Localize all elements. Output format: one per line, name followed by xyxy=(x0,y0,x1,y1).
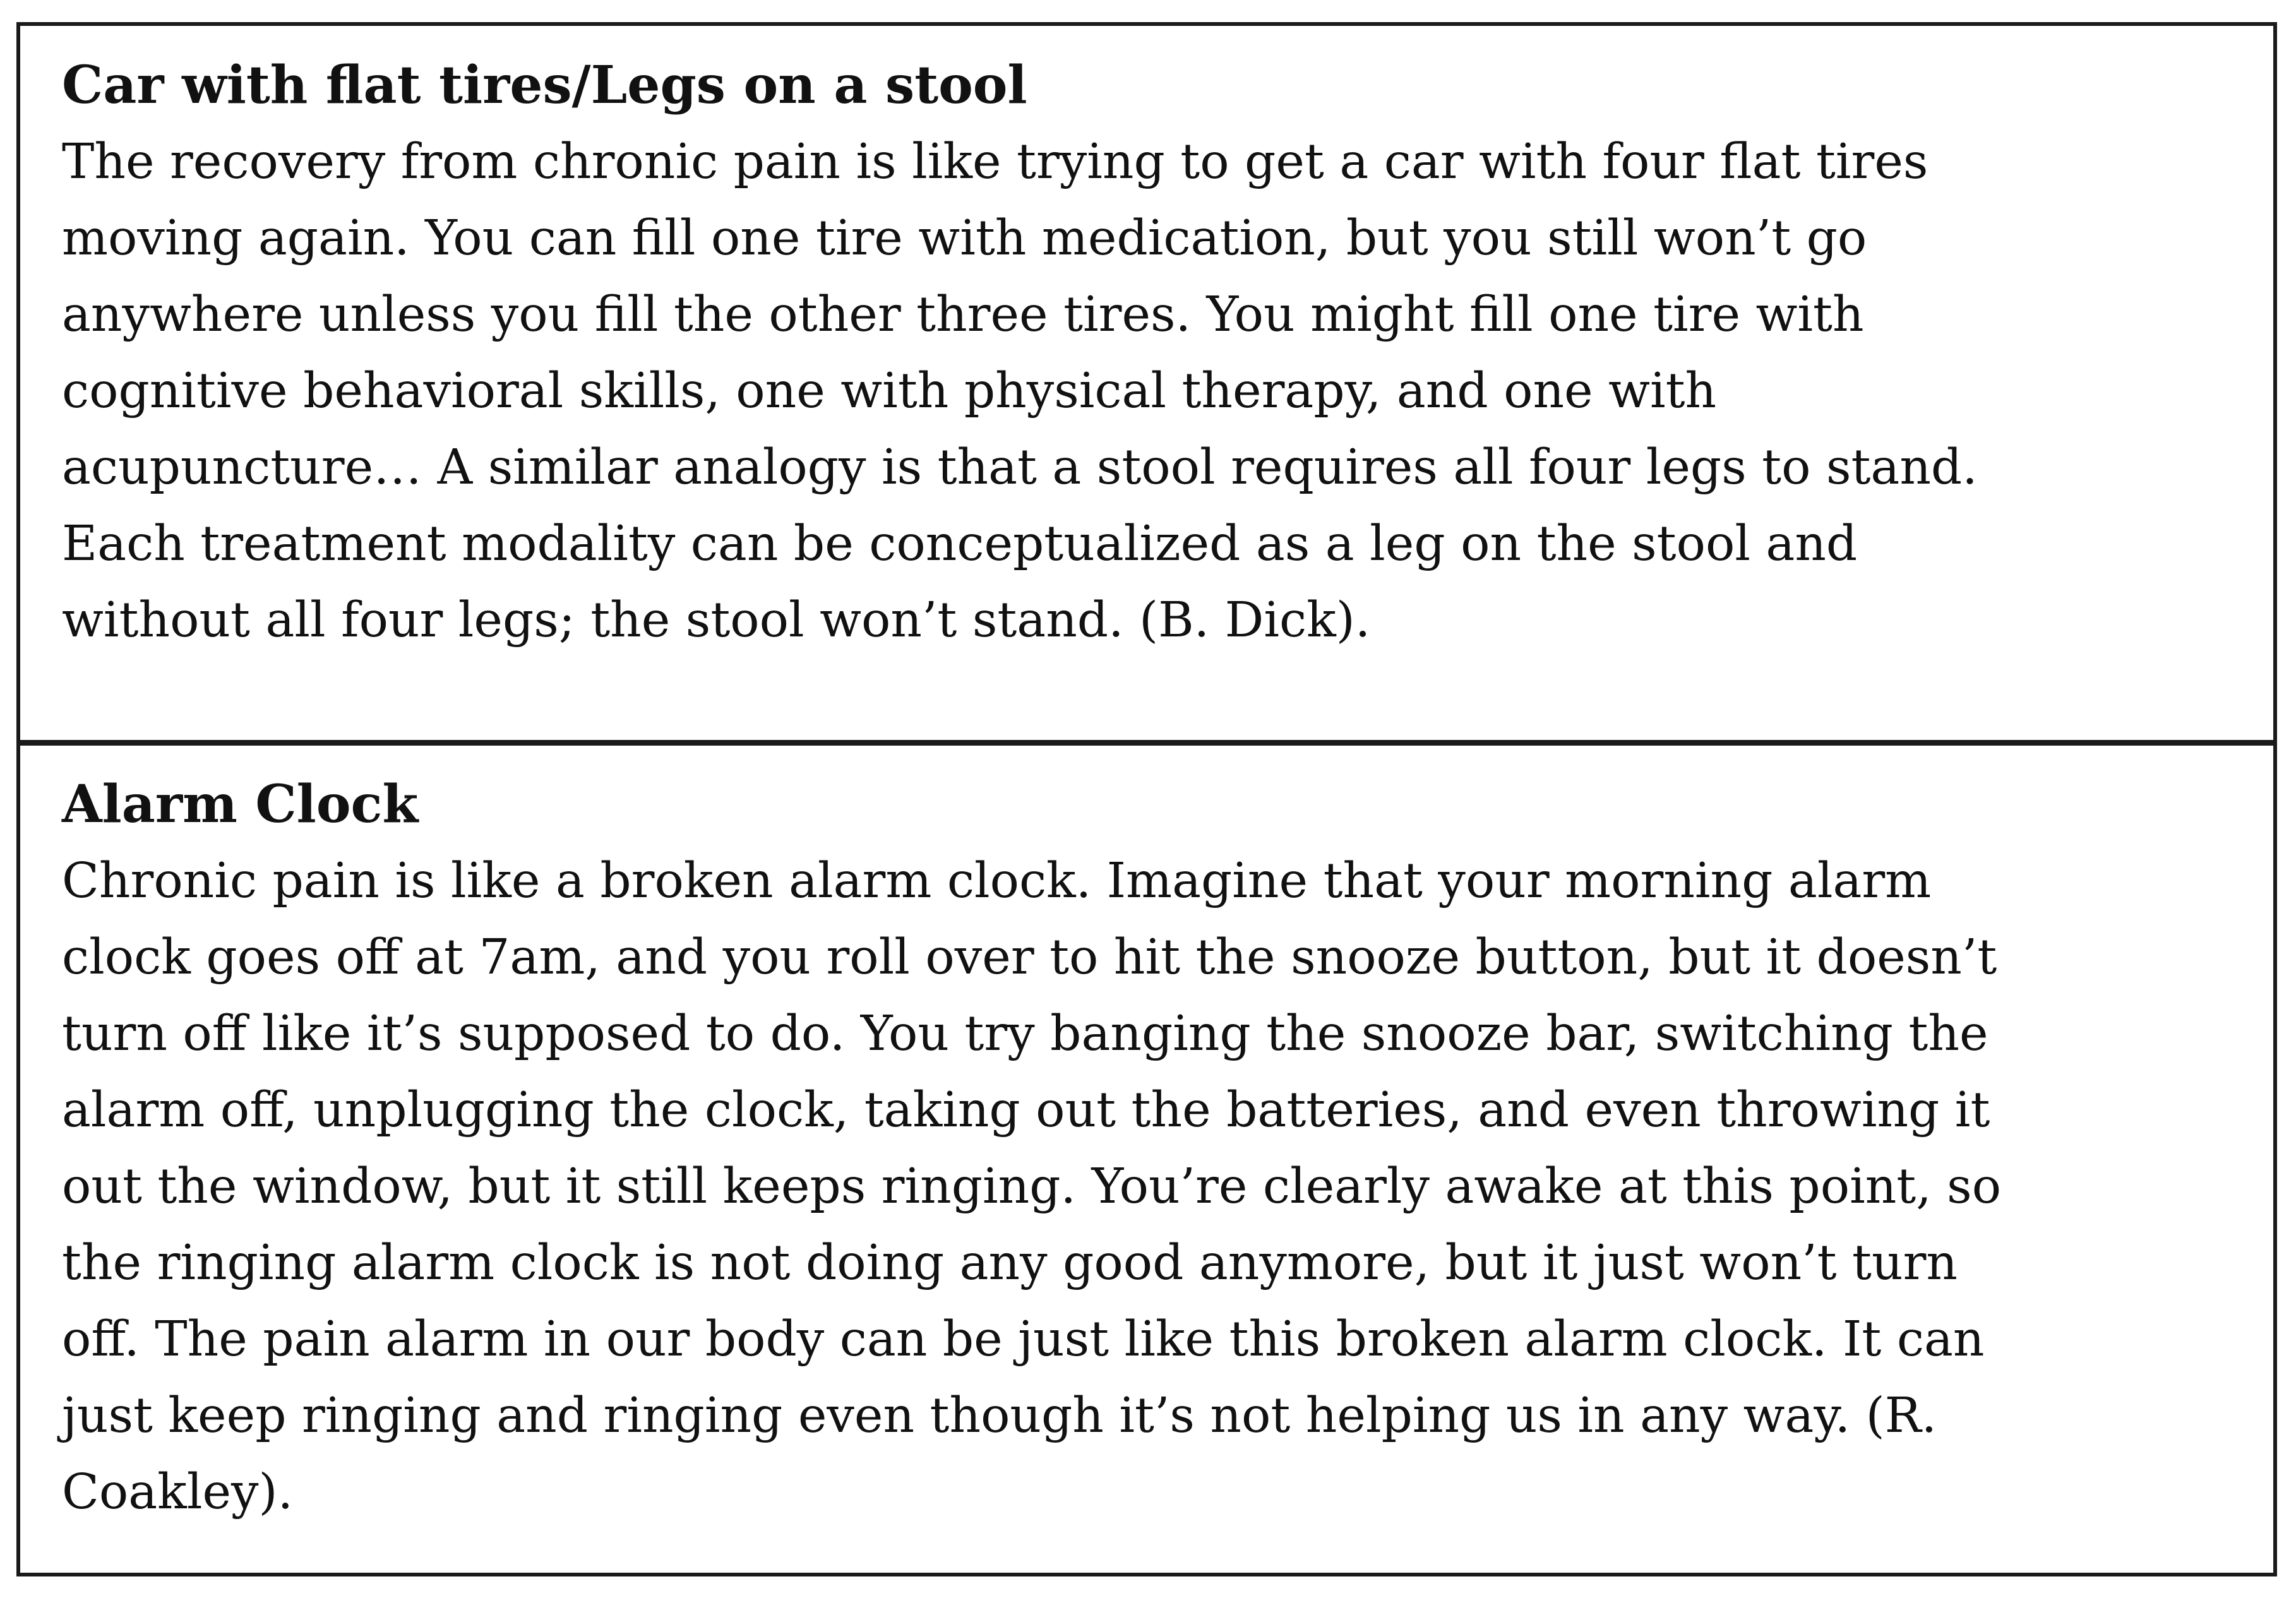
body-line: alarm off, unplugging the clock, taking out the batteries, and even throwing it xyxy=(62,1082,1990,1138)
analogy-cell-flat-tires xyxy=(20,26,2273,746)
analogy-table xyxy=(16,22,2277,1576)
body-line: Chronic pain is like a broken alarm clock. Imagine that your morning alarm xyxy=(62,853,1932,909)
body-line: acupuncture… A similar analogy is that a stool requires all four legs to stand. xyxy=(62,439,1978,496)
body-line: cognitive behavioral skills, one with physical therapy, and one with xyxy=(62,363,1717,419)
body-line: turn off like it’s supposed to do. You try banging the snooze bar, switching the xyxy=(62,1006,1988,1062)
body-line: off. The pain alarm in our body can be just like this broken alarm clock. It can xyxy=(62,1311,1985,1368)
section-title: Alarm Clock xyxy=(62,774,419,835)
analogy-cell-alarm-clock xyxy=(20,746,2273,1573)
body-line: without all four legs; the stool won’t stand. (B. Dick). xyxy=(62,592,1371,648)
body-line: just keep ringing and ringing even though it’s not helping us in any way. (R. xyxy=(62,1388,1937,1444)
body-line: clock goes off at 7am, and you roll over to hit the snooze button, but it doesn’t xyxy=(62,929,1997,986)
body-line: Each treatment modality can be conceptualized as a leg on the stool and xyxy=(62,516,1858,572)
body-line: out the window, but it still keeps ringing. You’re clearly awake at this point, so xyxy=(62,1159,2002,1215)
section-title: Car with flat tires/Legs on a stool xyxy=(62,55,1027,116)
body-line: anywhere unless you fill the other three tires. You might fill one tire with xyxy=(62,287,1864,343)
body-line: The recovery from chronic pain is like trying to get a car with four flat tires xyxy=(62,134,1928,190)
body-line: the ringing alarm clock is not doing any good anymore, but it just won’t turn xyxy=(62,1235,1958,1291)
body-line: Coakley). xyxy=(62,1464,294,1520)
body-line: moving again. You can fill one tire with medication, but you still won’t go xyxy=(62,210,1867,266)
